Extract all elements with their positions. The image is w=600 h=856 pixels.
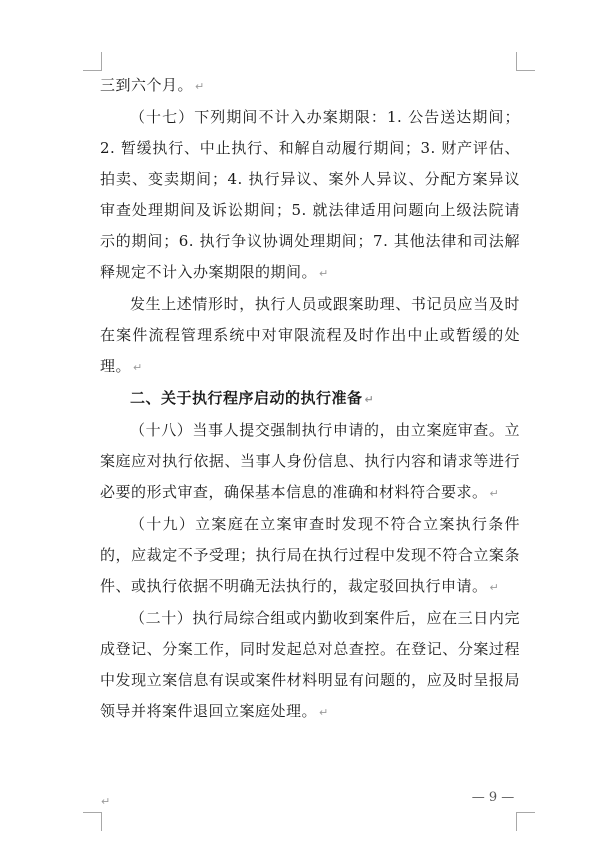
paragraph-item-17 — [100, 102, 520, 289]
corner-mark-bottom-left — [83, 812, 102, 831]
paragraph-mark-icon: ↵ — [133, 361, 143, 374]
paragraph-mark-icon: ↵ — [489, 581, 500, 594]
paragraph-mark-icon: ↵ — [364, 393, 375, 406]
paragraph-item-18 — [100, 415, 520, 509]
paragraph-mark-icon: ↵ — [195, 80, 205, 93]
paragraph-item-20 — [100, 603, 520, 728]
paragraph-mark-icon: ↵ — [489, 487, 500, 500]
corner-mark-top-left — [83, 52, 102, 71]
section-heading — [100, 383, 520, 415]
paragraph-text: （十八）当事人提交强制执行申请的，由立案庭审查。立案庭应对执行依据、当事人身份信息、执行内容和请求等进行必要的形式审查，确保基本信息的准确和材料符合要求。 — [100, 421, 520, 501]
paragraph-item-19 — [100, 509, 520, 603]
paragraph-text: 三到六个月。 — [100, 76, 194, 94]
heading-text: 二、关于执行程序启动的执行准备 — [130, 389, 363, 407]
paragraph-text: （二十）执行局综合组或内勤收到案件后，应在三日内完成登记、分案工作，同时发起总对总查控。在登记、分案过程中发现立案信息有误或案件材料明显有问题的，应及时呈报局领导并将案件退回立案庭处理。 — [100, 609, 520, 720]
footer-paragraph-mark-icon: ↵ — [101, 795, 111, 808]
paragraph-text: （十七）下列期间不计入办案期限：1. 公告送达期间；2. 暂缓执行、中止执行、和解自动履行期间；3. 财产评估、拍卖、变卖期间；4. 执行异议、案外人异议、分配方案异议审查处理期间及诉讼期间；5. 就法律适用问题向上级法院请示的期间；6. 执行争议协调处理期间；7. 其他法律和司法解释规定不计入办案期限的期间。 — [100, 108, 520, 281]
paragraph-continuation — [100, 70, 520, 102]
corner-mark-bottom-right — [516, 812, 535, 831]
paragraph-mark-icon: ↵ — [319, 706, 329, 719]
page-number: — 9 — — [471, 790, 515, 805]
corner-mark-top-right — [516, 52, 535, 71]
paragraph-text: （十九）立案庭在立案审查时发现不符合立案执行条件的，应裁定不予受理；执行局在执行过程中发现不符合立案条件、或执行依据不明确无法执行的，裁定驳回执行申请。 — [100, 515, 520, 595]
paragraph-mark-icon: ↵ — [319, 267, 329, 280]
document-body — [100, 70, 520, 728]
paragraph-text: 发生上述情形时，执行人员或跟案助理、书记员应当及时在案件流程管理系统中对审限流程及时作出中止或暂缓的处理。 — [100, 295, 520, 375]
paragraph-note — [100, 289, 520, 383]
